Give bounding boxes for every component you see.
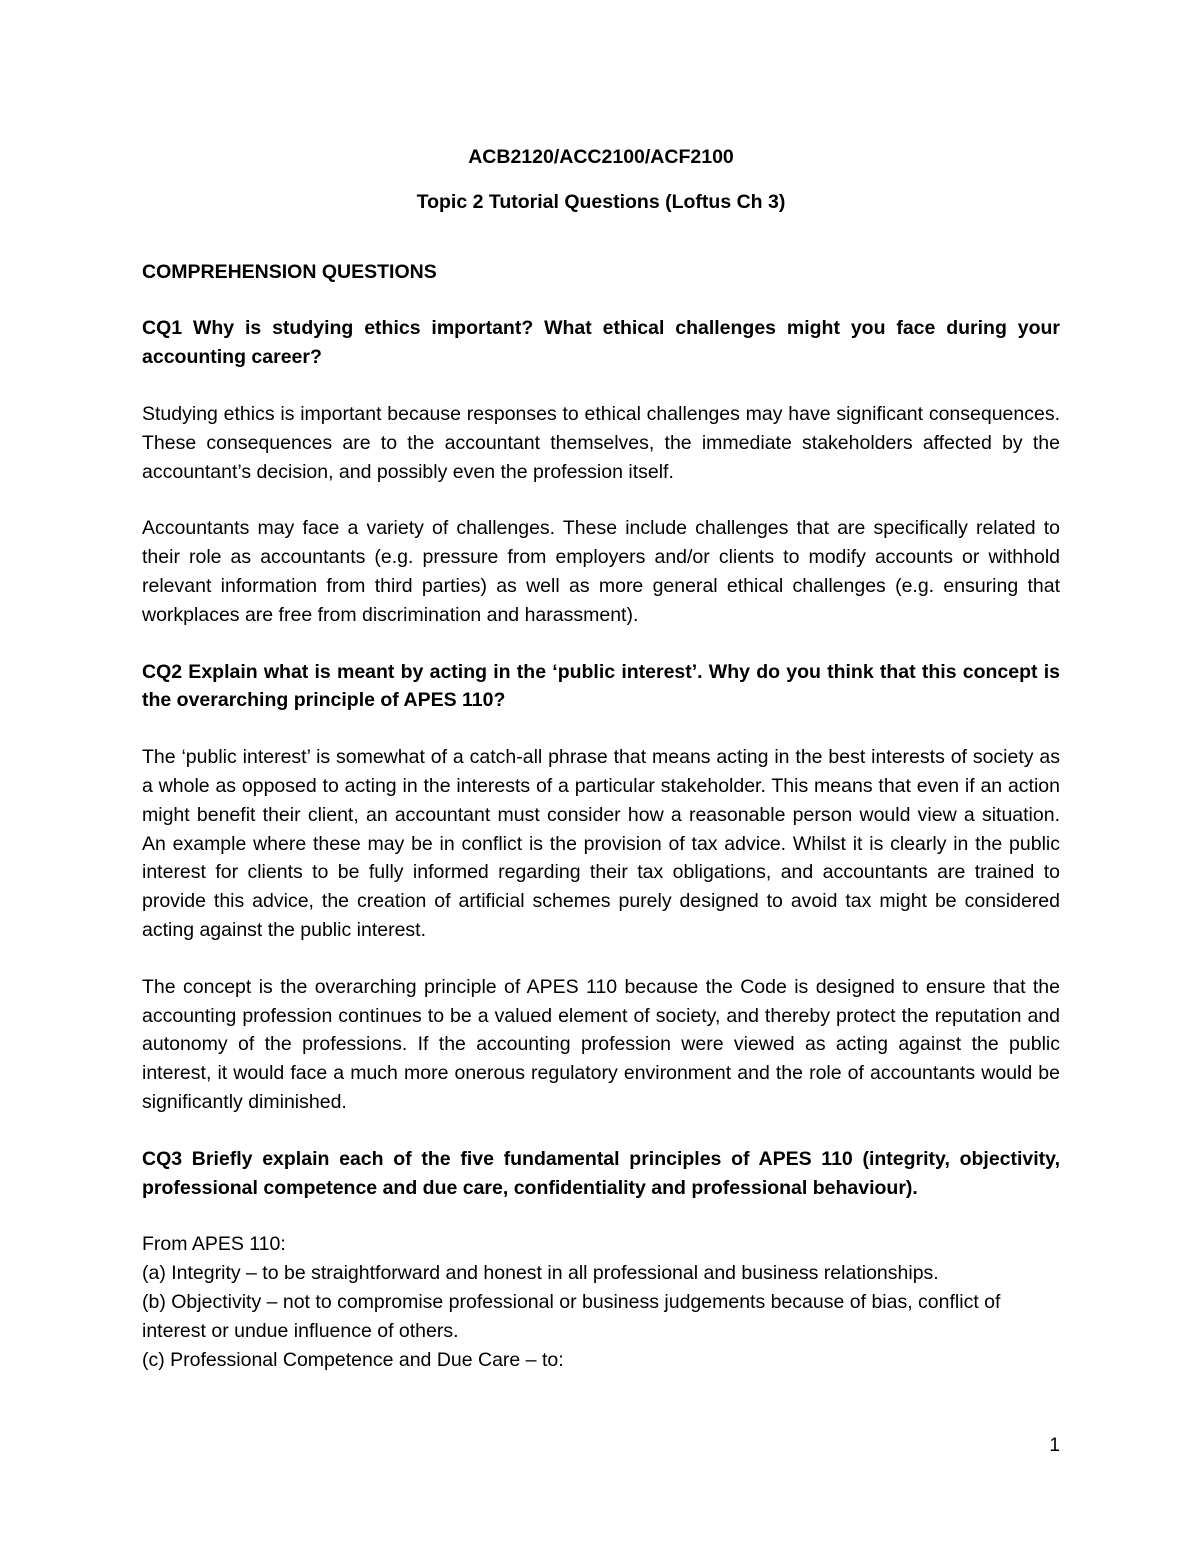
cq1-answer-paragraph-1: Studying ethics is important because responses to ethical challenges may have significant consequences. These consequences are to the accountant themselves, the immediate stakeholders affected by the accountant’s decision, and possibly even the profession itself. [142,402,1060,483]
cq3-item-b: (b) Objectivity – not to compromise professional or business judgements because of bias, conflict of interest or undue influence of others. [142,1290,1001,1342]
cq1-question: CQ1 Why is studying ethics important? What ethical challenges might you face during your accounting career? [142,317,1060,369]
document-subtitle: Topic 2 Tutorial Questions (Loftus Ch 3) [416,190,786,213]
cq2-question: CQ2 Explain what is meant by acting in the ‘public interest’. Why do you think that this concept is the overarching principle of APES 110? [142,660,1060,712]
cq1-answer-paragraph-2: Accountants may face a variety of challenges. These include challenges that are specifically related to their role as accountants (e.g. pressure from employers and/or clients to modify accounts or withhold relevant information from third parties) as well as more general ethical challenges (e.g. ensuring that workplaces are free from discrimination and harassment). [142,517,1060,626]
cq2-answer-paragraph-1: The ‘public interest’ is somewhat of a catch-all phrase that means acting in the best interests of society as a whole as opposed to acting in the interests of a particular stakeholder. This means that even if an action might benefit their client, an accountant must consider how a reasonable person would view a situation. An example where these may be in conflict is the provision of tax advice. Whilst it is clearly in the public interest for clients to be fully informed regarding their tax obligations, and accountants are trained to provide this advice, the creation of artificial schemes purely designed to avoid tax might be considered acting against the public interest. [142,746,1060,941]
page-number: 1 [1049,1435,1060,1456]
document-body [142,143,1060,1374]
cq3-item-a: (a) Integrity – to be straightforward and honest in all professional and business relationships. [142,1262,939,1285]
cq3-item-c: (c) Professional Competence and Due Care – to: [142,1348,564,1371]
cq3-question: CQ3 Briefly explain each of the five fundamental principles of APES 110 (integrity, objectivity, professional competence and due care, confidentiality and professional behaviour). [142,1147,1060,1199]
cq2-answer-paragraph-2: The concept is the overarching principle of APES 110 because the Code is designed to ensure that the accounting profession continues to be a valued element of society, and thereby protect the reputation and autonomy of the professions. If the accounting profession were viewed as acting against the public interest, it would face a much more onerous regulatory environment and the role of accountants would be significantly diminished. [142,975,1060,1113]
cq3-intro: From APES 110: [142,1233,286,1256]
section-heading: COMPREHENSION QUESTIONS [142,260,437,283]
course-code: ACB2120/ACC2100/ACF2100 [468,146,734,168]
